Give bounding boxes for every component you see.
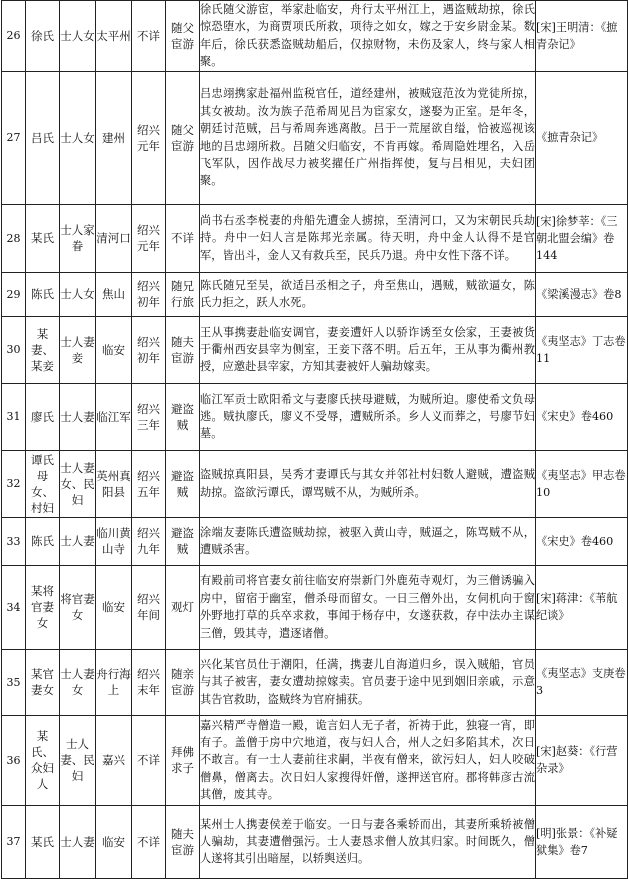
event-description: 徐氏随父游宦，举家赴临安，舟行太平州江上，遇盗贼劫掠，徐氏惊恐堕水，为商贾项氏所救，项待之如女，嫁之于安乡尉金某。数年后，徐氏获悉盗贼劫船后，仅掠财物，未伤及家人，终与家人相聚。 [200, 1, 536, 72]
time-cell: 绍兴九年 [132, 517, 166, 565]
cause-cell: 随亲宦游 [166, 649, 200, 715]
event-description: 吕忠翊携家赴福州监税官任，道经建州，被贼寇范汝为党徒所掠，其女被劫。汝为族子范希周见吕为宦家女，遂娶为正室。是年冬，朝廷讨范贼，吕与希周奔逃离散。吕于一荒屋欲自缢，恰被巡视该地的吕忠翊所救。吕随父归临安，不肯再嫁。希周隐姓埋名，入岳飞军队，因作战尽力被奖擢任广州指挥使，复与吕相见，夫妇团聚。 [200, 71, 536, 204]
woman-name: 某氏、众妇人 [26, 715, 60, 805]
source-citation: [宋]王明清：《摭青杂记》 [536, 1, 628, 72]
place-cell: 舟行海上 [96, 649, 132, 715]
identity-cell: 士人妻女、民妇 [60, 450, 96, 517]
table-row [2, 316, 628, 383]
identity-cell: 士人妻妾 [60, 316, 96, 383]
identity-cell: 士人家眷 [60, 204, 96, 272]
identity-cell: 士人妻女 [60, 649, 96, 715]
woman-name: 某氏 [26, 805, 60, 878]
table-row [2, 450, 628, 517]
event-description: 兴化某官员仕于潮阳，任满，携妻儿自海道归乡，误入贼船，官员与其子被害，妻女遭劫掠嫁卖。官员妻于途中见到姻旧亲戚，示意其告官救助，盗贼终为官府捕获。 [200, 649, 536, 715]
time-cell: 不详 [132, 805, 166, 878]
source-citation: [宋]赵葵：《行营杂录》 [536, 715, 628, 805]
cause-cell: 避盗贼 [166, 383, 200, 450]
identity-cell: 士人女 [60, 71, 96, 204]
woman-name: 廖氏 [26, 383, 60, 450]
event-description: 某州士人携妻侯差于临安。一日与妻各乘轿而出，其妻所乘轿被僧人骗劫，其妻遭僧强污。士人妻恳求僧人放其归家。时间既久，僧人遂将其引出暗屋，以轿舆送归。 [200, 805, 536, 878]
row-number: 33 [2, 517, 26, 565]
source-citation: 《夷坚志》甲志卷10 [536, 450, 628, 517]
time-cell: 绍兴元年 [132, 71, 166, 204]
source-citation: [宋]蒋津：《苇航纪谈》 [536, 565, 628, 649]
row-number: 28 [2, 204, 26, 272]
woman-name: 某官妻女 [26, 649, 60, 715]
time-cell: 绍兴初年 [132, 316, 166, 383]
cause-cell: 随父宦游 [166, 1, 200, 72]
identity-cell: 士人妻 [60, 383, 96, 450]
cause-cell: 随夫宦游 [166, 316, 200, 383]
table-row [2, 517, 628, 565]
row-number: 26 [2, 1, 26, 72]
source-citation: 《梁溪漫志》卷8 [536, 272, 628, 316]
time-cell: 绍兴初年 [132, 272, 166, 316]
place-cell: 临江军 [96, 383, 132, 450]
time-cell: 绍兴元年 [132, 204, 166, 272]
time-cell: 绍兴五年 [132, 450, 166, 517]
table-body [2, 1, 628, 879]
row-number: 30 [2, 316, 26, 383]
cause-cell: 不详 [166, 204, 200, 272]
table-row [2, 204, 628, 272]
woman-name: 吕氏 [26, 71, 60, 204]
place-cell: 清河口 [96, 204, 132, 272]
event-description: 有殿前司将官妻女前往临安府崇新门外鹿苑寺观灯，为三僧诱骗入房中，留宿于幽室，僧杀母而留女。一日三僧外出，女伺机向于窗外野地打草的兵卒求救，事闻于杨存中，女遂获救，存中法办主谋三僧，毁其寺，遣逐诸僧。 [200, 565, 536, 649]
time-cell: 绍兴年间 [132, 565, 166, 649]
woman-name: 某妻、某妾 [26, 316, 60, 383]
time-cell: 不详 [132, 1, 166, 72]
identity-cell: 士人女 [60, 272, 96, 316]
place-cell: 太平州 [96, 1, 132, 72]
table-row [2, 565, 628, 649]
row-number: 27 [2, 71, 26, 204]
identity-cell: 将官妻女 [60, 565, 96, 649]
source-citation: 《夷坚志》丁志卷11 [536, 316, 628, 383]
cause-cell: 随父宦游 [166, 71, 200, 204]
place-cell: 建州 [96, 71, 132, 204]
table-row [2, 649, 628, 715]
place-cell: 嘉兴 [96, 715, 132, 805]
place-cell: 临安 [96, 316, 132, 383]
time-cell: 绍兴末年 [132, 649, 166, 715]
cause-cell: 随夫宦游 [166, 805, 200, 878]
place-cell: 焦山 [96, 272, 132, 316]
time-cell: 绍兴三年 [132, 383, 166, 450]
row-number: 36 [2, 715, 26, 805]
source-citation: 《摭青杂记》 [536, 71, 628, 204]
records-table [1, 0, 628, 879]
event-description: 嘉兴精严寺僧造一殿，诡言妇人无子者，祈祷于此，独寝一宵，即有子。盖僧于房中穴地道，夜与妇人合，州人之妇多陷其术，次日不敢言。有一士人妻前往求嗣，半夜有僧来，欲污妇人，妇人咬破僧鼻，僧离去。次日妇人家搜得奸僧，遂押送官府。郡将韩彦古流其僧，废其寺。 [200, 715, 536, 805]
place-cell: 临安 [96, 565, 132, 649]
cause-cell: 拜佛求子 [166, 715, 200, 805]
event-description: 王从事携妻赴临安调官，妻妾遭奸人以骄诈诱至女侩家，王妻被货于衢州西安县宰为侧室，王妾下落不明。后五年，王从事为衢州教授，应邀赴县宰家，方知其妻被奸人骗劫嫁卖。 [200, 316, 536, 383]
event-description: 盗贼掠真阳县，吴秀才妻谭氏与其女并邻社村妇数人避贼，遭盗贼劫掠。盗欲污谭氏，谭骂贼不从，为贼所杀。 [200, 450, 536, 517]
woman-name: 陈氏 [26, 272, 60, 316]
table-row [2, 805, 628, 878]
row-number: 31 [2, 383, 26, 450]
woman-name: 某氏 [26, 204, 60, 272]
woman-name: 徐氏 [26, 1, 60, 72]
table-row [2, 1, 628, 72]
row-number: 29 [2, 272, 26, 316]
cause-cell: 避盗贼 [166, 450, 200, 517]
source-citation: 《宋史》卷460 [536, 517, 628, 565]
cause-cell: 随兄行旅 [166, 272, 200, 316]
place-cell: 英州真阳县 [96, 450, 132, 517]
source-citation: [宋]徐梦莘：《三朝北盟会编》卷144 [536, 204, 628, 272]
table-row [2, 272, 628, 316]
event-description: 陈氏随兄至吴，欲适吕丞相之子，舟至焦山，遇贼，贼欲逼女，陈氏力拒之，跃人水死。 [200, 272, 536, 316]
identity-cell: 士人妻、民妇 [60, 715, 96, 805]
time-cell: 不详 [132, 715, 166, 805]
row-number: 32 [2, 450, 26, 517]
cause-cell: 观灯 [166, 565, 200, 649]
woman-name: 某将官妻女 [26, 565, 60, 649]
identity-cell: 士人女 [60, 1, 96, 72]
cause-cell: 避盗贼 [166, 517, 200, 565]
woman-name: 陈氏 [26, 517, 60, 565]
row-number: 37 [2, 805, 26, 878]
place-cell: 临安 [96, 805, 132, 878]
woman-name: 谭氏母女、村妇 [26, 450, 60, 517]
source-citation: 《夷坚志》支庚卷3 [536, 649, 628, 715]
table-row [2, 71, 628, 204]
identity-cell: 士人妻 [60, 805, 96, 878]
place-cell: 临川黄山寺 [96, 517, 132, 565]
event-description: 尚书右丞李棁妻的舟船先遭金人掳掠，至清河口，又为宋朝民兵劫持。舟中一妇人言是陈邦光亲属。待天明，舟中金人认得不是官军，皆出斗，金人又有救兵至，民兵乃退。舟中女性下落不详。 [200, 204, 536, 272]
source-citation: [明]张景：《补疑狱集》卷7 [536, 805, 628, 878]
table-row [2, 715, 628, 805]
event-description: 临江军贡士欧阳希文与妻廖氏挟母避贼，为贼所迫。廖使希文负母逃。贼执廖氏，廖义不受辱，遭贼所杀。乡人义而葬之，号廖节妇墓。 [200, 383, 536, 450]
source-citation: 《宋史》卷460 [536, 383, 628, 450]
row-number: 35 [2, 649, 26, 715]
table-row [2, 383, 628, 450]
event-description: 涂端友妻陈氏遭盗贼劫掠，被驱入黄山寺，贼逼之，陈骂贼不从，遭贼杀害。 [200, 517, 536, 565]
identity-cell: 士人妻 [60, 517, 96, 565]
row-number: 34 [2, 565, 26, 649]
